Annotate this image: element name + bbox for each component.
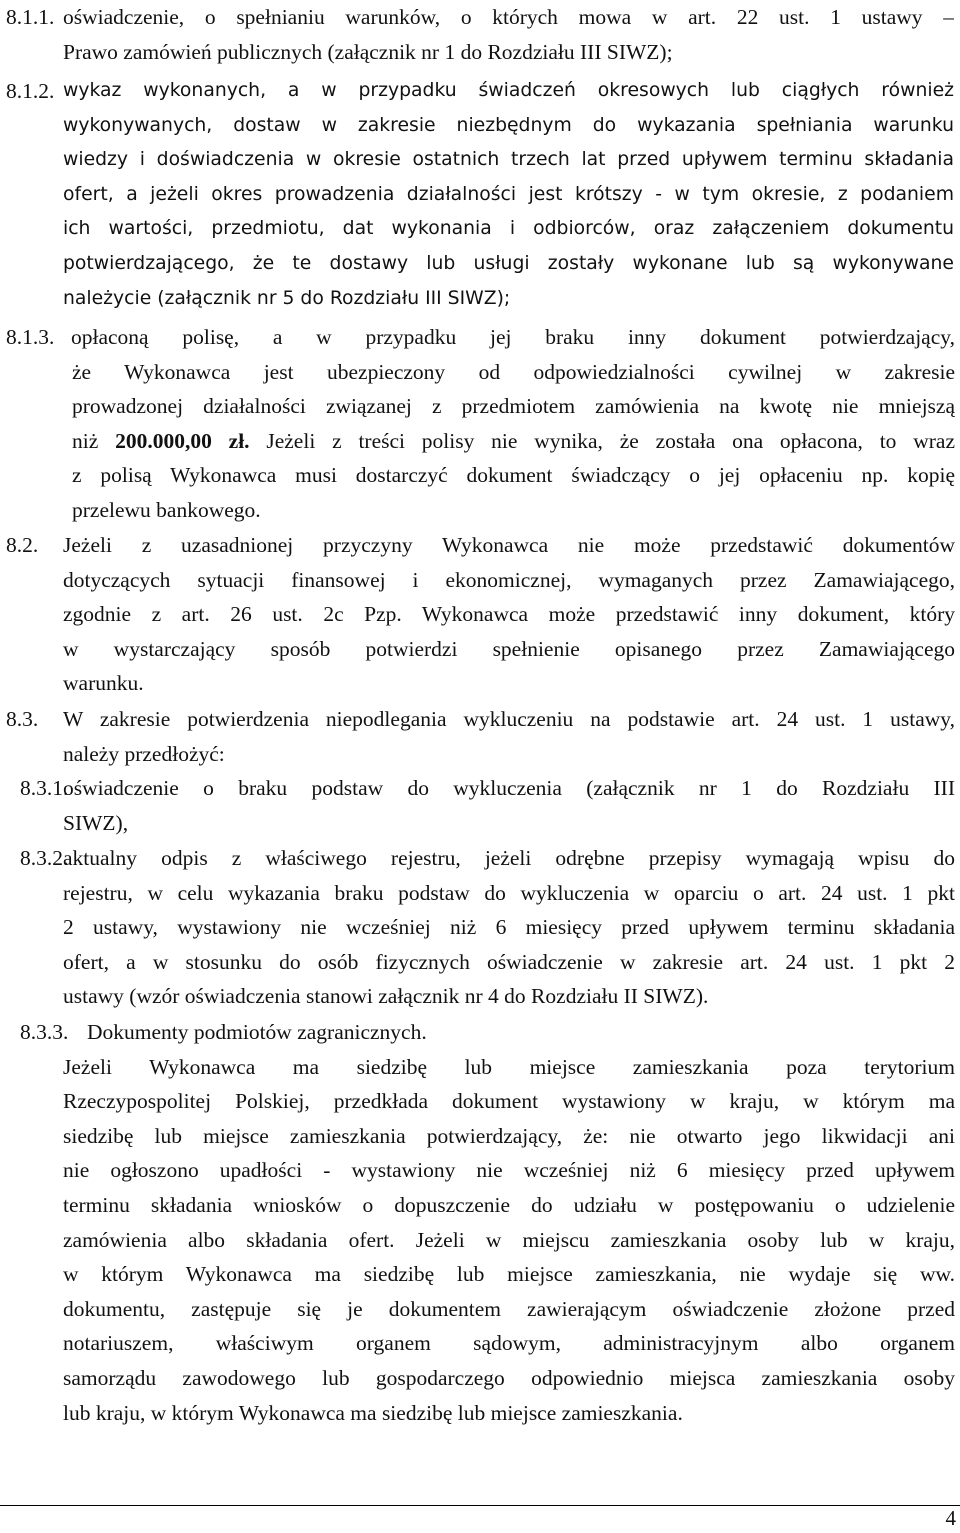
section-8-3-1-text <box>63 771 955 840</box>
text-line: Jeżeli Wykonawca ma siedzibę lub miejsce zamieszkania poza terytorium <box>63 1054 955 1079</box>
text-line: potwierdzającego, że te dostawy lub usługi zostały wykonane lub są wykonywane <box>63 252 954 274</box>
text-line: że Wykonawca jest ubezpieczony od odpowiedzialności cywilnej w zakresie <box>72 359 955 384</box>
text-line: przelewu bankowego. <box>72 497 261 522</box>
section-number-8-2: 8.2. <box>6 533 39 557</box>
footer-divider <box>0 1505 960 1506</box>
text-line: opłaconą polisę, a w przypadku jej braku inny dokument potwierdzający, <box>71 325 955 349</box>
text-line: w którym Wykonawca ma siedzibę lub miejsce zamieszkania, nie wydaje się ww. <box>63 1262 955 1287</box>
text-fragment: Jeżeli z treści polisy nie wynika, że została ona opłacona, to wraz <box>266 428 955 453</box>
text-line: oświadczenie, o spełnianiu warunków, o których mowa w art. 22 ust. 1 ustawy – <box>63 5 954 29</box>
section-number-8-1-2: 8.1.2. <box>6 79 55 103</box>
text-line: należycie (załącznik nr 5 do Rozdziału III SIWZ); <box>63 287 511 309</box>
text-line: siedzibę lub miejsce zamieszkania potwierdzający, że: nie otwarto jego likwidacji ani <box>63 1123 955 1148</box>
text-line <box>72 424 955 459</box>
text-line: Jeżeli z uzasadnionej przyczyny Wykonawca nie może przedstawić dokumentów <box>63 533 955 557</box>
text-line: ustawy (wzór oświadczenia stanowi załącznik nr 4 do Rozdziału II SIWZ). <box>63 984 709 1009</box>
text-line: 2 ustawy, wystawiony nie wcześniej niż 6 miesięcy przed upływem terminu składania <box>63 915 955 940</box>
text-line: wykonywanych, dostaw w zakresie niezbędnym do wykazania spełniania warunku <box>63 114 954 136</box>
text-line: W zakresie potwierdzenia niepodlegania wykluczeniu na podstawie art. 24 ust. 1 ustawy, <box>63 707 955 731</box>
text-line: lub kraju, w którym Wykonawca ma siedzibę lub miejsce zamieszkania. <box>63 1400 683 1425</box>
section-number-8-3-1: 8.3.1. <box>20 776 69 800</box>
section-8-1-2-text <box>63 74 954 109</box>
section-8-3-text <box>63 702 955 771</box>
section-number-8-1-1: 8.1.1. <box>6 5 55 29</box>
section-number-8-3-2: 8.3.2. <box>20 846 69 870</box>
text-line: ofert, a jeżeli okres prowadzenia działalności jest krótszy - w tym okresie, z podaniem <box>63 183 954 205</box>
text-line: oświadczenie o braku podstaw do wykluczenia (załącznik nr 1 do Rozdziału III <box>63 776 955 800</box>
section-number-8-3-3: 8.3.3. <box>20 1020 69 1044</box>
text-line: dokumentu, zastępuje się je dokumentem zawierającym oświadczenie złożone przed <box>63 1296 955 1321</box>
text-line: ofert, a w stosunku do osób fizycznych oświadczenie w zakresie art. 24 ust. 1 pkt 2 <box>63 949 955 974</box>
text-line: dotyczących sytuacji finansowej i ekonomicznej, wymaganych przez Zamawiającego, <box>63 567 955 592</box>
insurance-amount: 200.000,00 zł. <box>115 428 250 453</box>
section-number-8-3: 8.3. <box>6 707 39 731</box>
text-line: nie ogłoszono upadłości - wystawiony nie wcześniej niż 6 miesięcy przed upływem <box>63 1158 955 1183</box>
section-8-3-2-text <box>63 841 955 1014</box>
text-line: ich wartości, przedmiotu, dat wykonania i odbiorców, oraz załączeniem dokumentu <box>63 218 954 240</box>
section-8-3-3-title <box>87 1015 787 1050</box>
text-line: z polisą Wykonawca musi dostarczyć dokument świadczący o jej opłaceniu np. kopię <box>72 463 955 488</box>
text-line: Prawo zamówień publicznych (załącznik nr 1 do Rozdziału III SIWZ); <box>63 39 673 64</box>
text-line: terminu składania wniosków o dopuszczenie do udziału w postępowaniu o udzielenie <box>63 1192 955 1217</box>
text-line: prowadzonej działalności związanej z przedmiotem zamówienia na kwotę nie mniejszą <box>72 394 955 419</box>
section-title: Dokumenty podmiotów zagranicznych. <box>87 1020 427 1044</box>
text-line: zamówienia albo składania ofert. Jeżeli w miejscu zamieszkania osoby lub w kraju, <box>63 1227 955 1252</box>
section-8-2-text <box>63 528 955 701</box>
text-line: zgodnie z art. 26 ust. 2c Pzp. Wykonawca może przedstawić inny dokument, który <box>63 602 955 627</box>
text-line: SIWZ), <box>63 810 129 835</box>
text-fragment: niż <box>72 428 99 453</box>
text-line: samorządu zawodowego lub gospodarczego odpowiednio miejsca zamieszkania osoby <box>63 1365 955 1390</box>
section-8-1-1-text <box>63 0 954 69</box>
section-number-8-1-3: 8.1.3. <box>6 325 55 349</box>
page-number: 4 <box>945 1506 956 1530</box>
section-8-1-2-continuation <box>63 109 954 317</box>
text-line: należy przedłożyć: <box>63 741 225 766</box>
text-line: notariuszem, właściwym organem sądowym, administracyjnym albo organem <box>63 1331 955 1356</box>
text-line: wykaz wykonanych, a w przypadku świadczeń okresowych lub ciągłych również <box>63 80 954 101</box>
text-line: Rzeczypospolitej Polskiej, przedkłada dokument wystawiony w kraju, w którym ma <box>63 1089 955 1114</box>
text-line: wiedzy i doświadczenia w okresie ostatnich trzech lat przed upływem terminu składania <box>63 149 954 171</box>
text-line: warunku. <box>63 671 144 696</box>
section-8-3-3-text <box>63 1050 955 1431</box>
text-line: w wystarczający sposób potwierdzi spełnienie opisanego przez Zamawiającego <box>63 636 955 661</box>
section-8-1-3-text <box>72 320 955 528</box>
text-line: rejestru, w celu wykazania braku podstaw do wykluczenia w oparciu o art. 24 ust. 1 pkt <box>63 880 955 905</box>
text-line: aktualny odpis z właściwego rejestru, jeżeli odrębne przepisy wymagają wpisu do <box>63 846 955 870</box>
